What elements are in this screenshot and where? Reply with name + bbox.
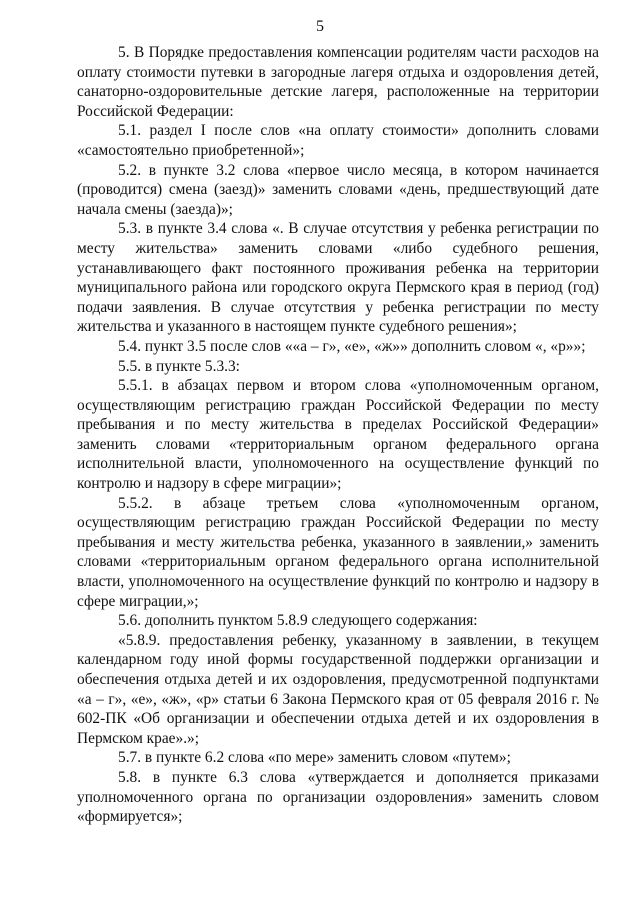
paragraph-5-8-9-quote: «5.8.9. предоставления ребенку, указанному в заявлении, в текущем календарном году иной формы государственной поддержки организации и обеспечения отдыха детей и их оздоровления, предусмотренной подпунктами «а – г», «е», «ж», «р» статьи 6 Закона Пермского края от 05 февраля 2016 г. № 602-ПК «Об организации и обеспечении отдыха детей и их оздоровления в Пермском крае».»;: [77, 631, 599, 747]
paragraph-5-3: 5.3. в пункте 3.4 слова «. В случае отсутствия у ребенка регистрации по месту жительства» заменить словами «либо судебного решения, устанавливающего факт постоянного проживания ребенка на территории муниципального района или городского округа Пермского края в период (год) подачи заявления. В случае отсутствия у ребенка регистрации по месту жительства и указанного в настоящем пункте судебного решения»;: [77, 220, 599, 336]
paragraph-5-2: 5.2. в пункте 3.2 слова «первое число месяца, в котором начинается (проводится) смена (заезд)» заменить словами «день, предшествующий дате начала смены (заезда)»;: [77, 161, 599, 218]
paragraph-5-7: 5.7. в пункте 6.2 слова «по мере» заменить словом «путем»;: [118, 749, 511, 767]
paragraph-5-6: 5.6. дополнить пунктом 5.8.9 следующего содержания:: [118, 612, 478, 630]
document-body: [77, 43, 599, 827]
paragraph-5-4: 5.4. пункт 3.5 после слов ««а – г», «е», «ж»» дополнить словом «, «р»»;: [118, 337, 586, 355]
paragraph-5-1: 5.1. раздел I после слов «на оплату стоимости» дополнить словами «самостоятельно приобретенной»;: [77, 122, 599, 159]
paragraph-5-5-2: 5.5.2. в абзаце третьем слова «уполномоченным органом, осуществляющим регистрацию граждан Российской Федерации по месту пребывания и месту жительства ребенка, указанного в заявлении,» заменить словами «территориальным органом федерального органа исполнительной власти, уполномоченного на осуществление функций по контролю и надзору в сфере миграции,»;: [77, 494, 599, 610]
paragraph-5: 5. В Порядке предоставления компенсации родителям части расходов на оплату стоимости путевки в загородные лагеря отдыха и оздоровления детей, санаторно-оздоровительные детские лагеря, расположенные на территории Российской Федерации:: [77, 44, 599, 120]
paragraph-5-5: 5.5. в пункте 5.3.3:: [118, 357, 240, 375]
paragraph-5-8: 5.8. в пункте 6.3 слова «утверждается и дополняется приказами уполномоченного органа по организации оздоровления» заменить словом «формируется»;: [77, 768, 599, 826]
paragraph-5-5-1: 5.5.1. в абзацах первом и втором слова «уполномоченным органом, осуществляющим регистрацию граждан Российской Федерации по месту пребывания и по месту жительства в пределах Российской Федерации» заменить словами «территориальным органом федерального органа исполнительной власти, уполномоченного на осуществление функций по контролю и надзору в сфере миграции»;: [77, 377, 599, 493]
page-number: 5: [316, 18, 324, 35]
